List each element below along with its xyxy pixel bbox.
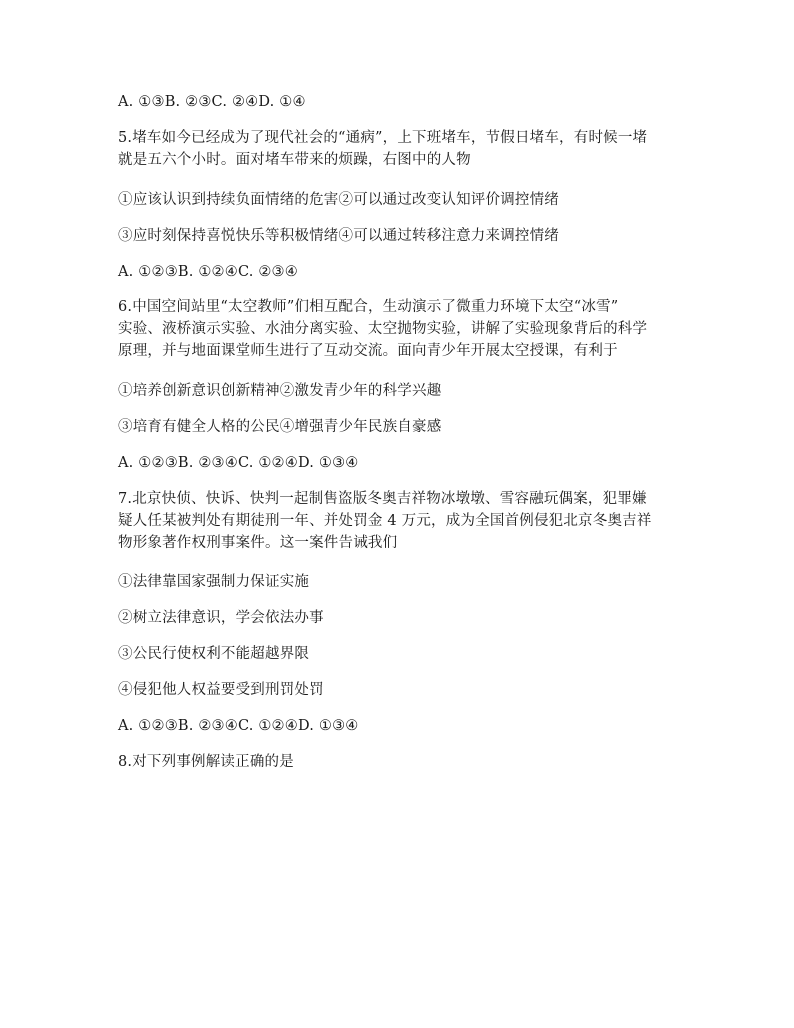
q7-stem	[118, 488, 678, 554]
q6-option-line: ①培养创新意识创新精神②激发青少年的科学兴趣	[118, 383, 442, 399]
q6-stem-line: 6.中国空间站里“太空教师”们相互配合，生动演示了微重力环境下太空“冰雪”	[118, 299, 619, 315]
q7-option-4: ④侵犯他人权益要受到刑罚处罚	[118, 682, 324, 698]
q5-option-line: ①应该认识到持续负面情绪的危害②可以通过改变认知评价调控情绪	[118, 192, 559, 208]
q7-option-1: ①法律靠国家强制力保证实施	[118, 574, 310, 590]
q5-answer-choices: A. ①②③B. ①②④C. ②③④	[118, 264, 298, 280]
q8-stem: 8.对下列事例解读正确的是	[118, 754, 294, 770]
q7-stem-line: 7.北京快侦、快诉、快判一起制售盗版冬奥吉祥物冰墩墩、雪容融玩偶案，犯罪嫌	[118, 491, 647, 507]
q6-option-line: ③培育有健全人格的公民④增强青少年民族自豪感	[118, 419, 442, 435]
q7-option-3: ③公民行使权利不能超越界限	[118, 646, 310, 662]
q7-stem-line: 物形象著作权刑事案件。这一案件告诫我们	[118, 535, 398, 551]
q6-stem-line: 原理，并与地面课堂师生进行了互动交流。面向青少年开展太空授课，有利于	[118, 343, 618, 359]
q5-stem-line: 5.堵车如今已经成为了现代社会的“通病”，上下班堵车，节假日堵车，有时候一堵	[118, 130, 648, 146]
q4-answer-choices: A. ①③B. ②③C. ②④D. ①④	[118, 94, 306, 110]
q6-stem	[118, 296, 678, 362]
q5-stem	[118, 127, 678, 171]
q5-option-line: ③应时刻保持喜悦快乐等积极情绪④可以通过转移注意力来调控情绪	[118, 228, 559, 244]
q7-stem-line: 疑人任某被判处有期徒刑一年、并处罚金 4 万元，成为全国首例侵犯北京冬奥吉祥	[118, 513, 652, 529]
q6-answer-choices: A. ①②③B. ②③④C. ①②④D. ①③④	[118, 455, 359, 471]
q7-option-2: ②树立法律意识，学会依法办事	[118, 610, 324, 626]
q7-answer-choices: A. ①②③B. ②③④C. ①②④D. ①③④	[118, 718, 359, 734]
q5-stem-line: 就是五六个小时。面对堵车带来的烦躁，右图中的人物	[118, 152, 471, 168]
q6-stem-line: 实验、液桥演示实验、水油分离实验、太空抛物实验，讲解了实验现象背后的科学	[118, 321, 648, 337]
